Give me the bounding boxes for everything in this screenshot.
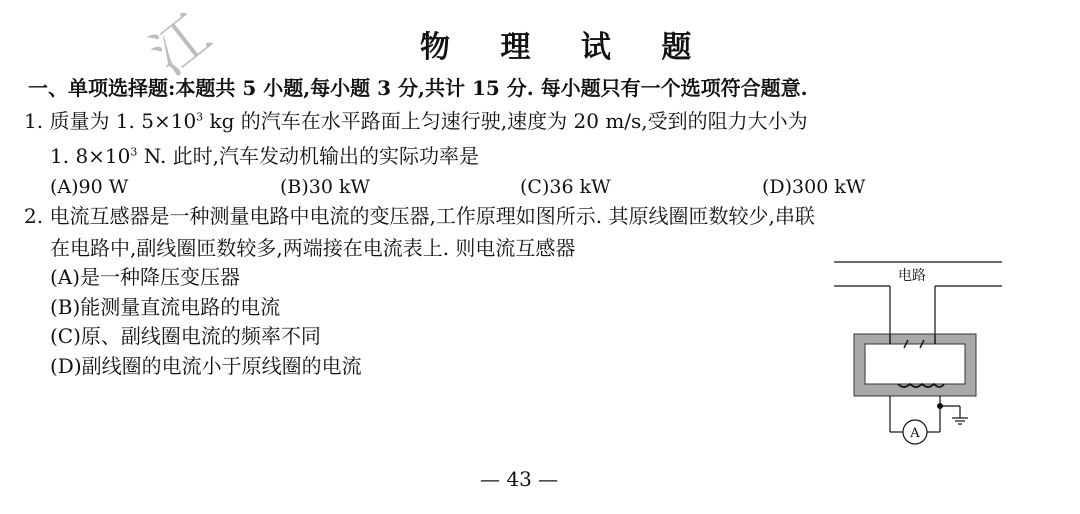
question-2-line-1: 2. 电流互感器是一种测量电路中电流的变压器,工作原理如图所示. 其原线圈匝数较少,串联: [24, 204, 815, 228]
q1-option-a: (A)90 W: [50, 176, 129, 198]
q1-option-c: (C)36 kW: [520, 176, 611, 198]
q2-option-a: (A)是一种降压变压器: [50, 265, 241, 289]
q2-option-b: (B)能测量直流电路的电流: [50, 295, 281, 319]
watermark-character: 江: [138, 2, 223, 89]
q1-force-text: 1. 8×10: [50, 144, 131, 168]
section-heading: 一、单项选择题:本题共 5 小题,每小题 3 分,共计 15 分. 每小题只有一个选项符合题意.: [28, 76, 808, 100]
q1-option-b: (B)30 kW: [280, 176, 371, 198]
current-transformer-diagram: [820, 250, 1010, 455]
question-1-line-2: [50, 140, 479, 169]
page-number: — 43 —: [480, 467, 559, 491]
q1-question-text: N. 此时,汽车发动机输出的实际功率是: [137, 144, 480, 168]
core-window: [865, 344, 965, 384]
circuit-label: 电路: [898, 268, 926, 284]
q1-option-d: (D)300 kW: [762, 176, 866, 198]
q1-mass-exponent: 3: [196, 110, 204, 124]
q1-mass-text: 1. 质量为 1. 5×10: [24, 109, 197, 133]
page-title: 物 理 试 题: [420, 30, 712, 65]
q1-speed-text: kg 的汽车在水平路面上匀速行驶,速度为 20 m/s,受到的阻力大小为: [203, 109, 808, 133]
question-2-line-2: 在电路中,副线圈匝数较多,两端接在电流表上. 则电流互感器: [50, 236, 576, 260]
q1-force-exponent: 3: [130, 145, 138, 159]
question-1-line-1: [24, 105, 808, 134]
q2-option-d: (D)副线圈的电流小于原线圈的电流: [50, 354, 362, 378]
ammeter-label: A: [910, 426, 920, 441]
q2-option-c: (C)原、副线圈电流的频率不同: [50, 324, 321, 348]
